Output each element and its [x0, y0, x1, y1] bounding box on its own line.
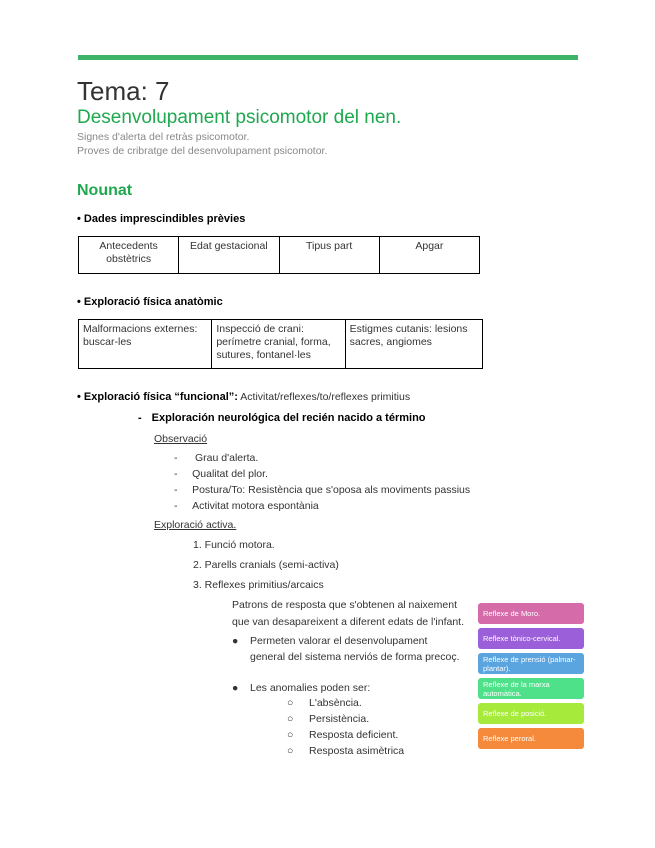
- subtitle-line: Signes d'alerta del retràs psicomotor.: [77, 131, 250, 143]
- page-subtitle: Desenvolupament psicomotor del nen.: [77, 107, 402, 128]
- item-text: Postura/To: Resistència que s'oposa als moviments passius: [192, 484, 471, 496]
- list-item: - Activitat motora espontània: [174, 500, 319, 512]
- table-cell: Edat gestacional: [179, 237, 279, 274]
- header-rule: [78, 55, 578, 60]
- bullet-text: Permeten valorar el desenvolupament general del sistema nerviós de forma precoç.: [250, 635, 460, 663]
- list-item: - Qualitat del plor.: [174, 468, 268, 480]
- list-item: - Postura/To: Resistència que s'oposa als moviments passius: [174, 484, 471, 496]
- list-item: 2. Parells cranials (semi-activa): [193, 559, 339, 571]
- list-item: 3. Reflexes primitius/arcaics: [193, 579, 324, 591]
- item-text: Grau d'alerta.: [195, 452, 259, 464]
- table-cell: Inspecció de crani: perímetre cranial, forma, sutures, fontanel·les: [212, 320, 345, 369]
- bullet-text: Les anomalies poden ser:: [250, 682, 371, 694]
- bullet-heading: [77, 391, 410, 403]
- item-text: Qualitat del plor.: [192, 468, 268, 480]
- table-cell: Antecedents obstètrics: [79, 237, 179, 274]
- dot-bullet: ● Les anomalies poden ser:: [232, 682, 371, 694]
- table-cell: Tipus part: [279, 237, 379, 274]
- reflex-tag-moro: Reflexe de Moro.: [478, 603, 584, 624]
- reflex-tag-walking: Reflexe de la marxa automàtica.: [478, 678, 584, 699]
- reflex-tag-tonic-cervical: Reflexe tònico-cervical.: [478, 628, 584, 649]
- bullet-bold: • Exploració física “funcional”:: [77, 391, 238, 403]
- bullet-text: Persistència.: [309, 713, 370, 725]
- paragraph-line: Patrons de resposta que s'obtenen al naixement: [232, 599, 457, 611]
- bullet-text: Resposta asimètrica: [309, 745, 405, 757]
- table-previous-data: [78, 236, 480, 274]
- list-item: - Grau d'alerta.: [174, 452, 259, 464]
- table-cell: Malformacions externes: buscar-les: [79, 320, 212, 369]
- bullet-text: L'absència.: [309, 697, 362, 709]
- circle-bullet: ○ Persistència.: [287, 713, 370, 725]
- reflex-tag-position: Reflexe de posició.: [478, 703, 584, 724]
- circle-bullet: ○ Resposta asimètrica: [287, 745, 405, 757]
- paragraph-line: que van desapareixent a diferent edats de l'infant.: [232, 616, 464, 628]
- section-heading: Nounat: [77, 182, 133, 199]
- bullet-heading: • Exploració física anatòmic: [77, 296, 223, 308]
- reflex-tag-peroral: Reflexe peroral.: [478, 728, 584, 749]
- table-cell: Apgar: [379, 237, 479, 274]
- table-cell: Estigmes cutanis: lesions sacres, angiomes: [345, 320, 482, 369]
- subtitle-line: Proves de cribratge del desenvolupament psicomotor.: [77, 145, 328, 157]
- table-anatomic-exam: [78, 319, 483, 369]
- neuro-heading: - Exploración neurológica del recién nacido a término: [138, 412, 426, 424]
- active-exam-heading: Exploració activa.: [154, 519, 237, 531]
- page-title: Tema: 7: [77, 76, 170, 106]
- list-item: 1. Funció motora.: [193, 539, 275, 551]
- dot-bullet: ● Permeten valorar el desenvolupament general del sistema nerviós de forma precoç.: [232, 635, 460, 663]
- reflex-tag-grasp: Reflexe de prensió (palmar-plantar).: [478, 653, 584, 674]
- observation-heading: Observació: [154, 433, 208, 445]
- bullet-text: Resposta deficient.: [309, 729, 399, 741]
- bullet-text: Activitat/reflexes/to/reflexes primitius: [237, 391, 411, 403]
- circle-bullet: ○ Resposta deficient.: [287, 729, 399, 741]
- item-text: Activitat motora espontània: [192, 500, 319, 512]
- circle-bullet: ○ L'absència.: [287, 697, 362, 709]
- neuro-text: Exploración neurológica del recién nacido a término: [151, 412, 426, 424]
- bullet-heading: • Dades imprescindibles prèvies: [77, 213, 246, 225]
